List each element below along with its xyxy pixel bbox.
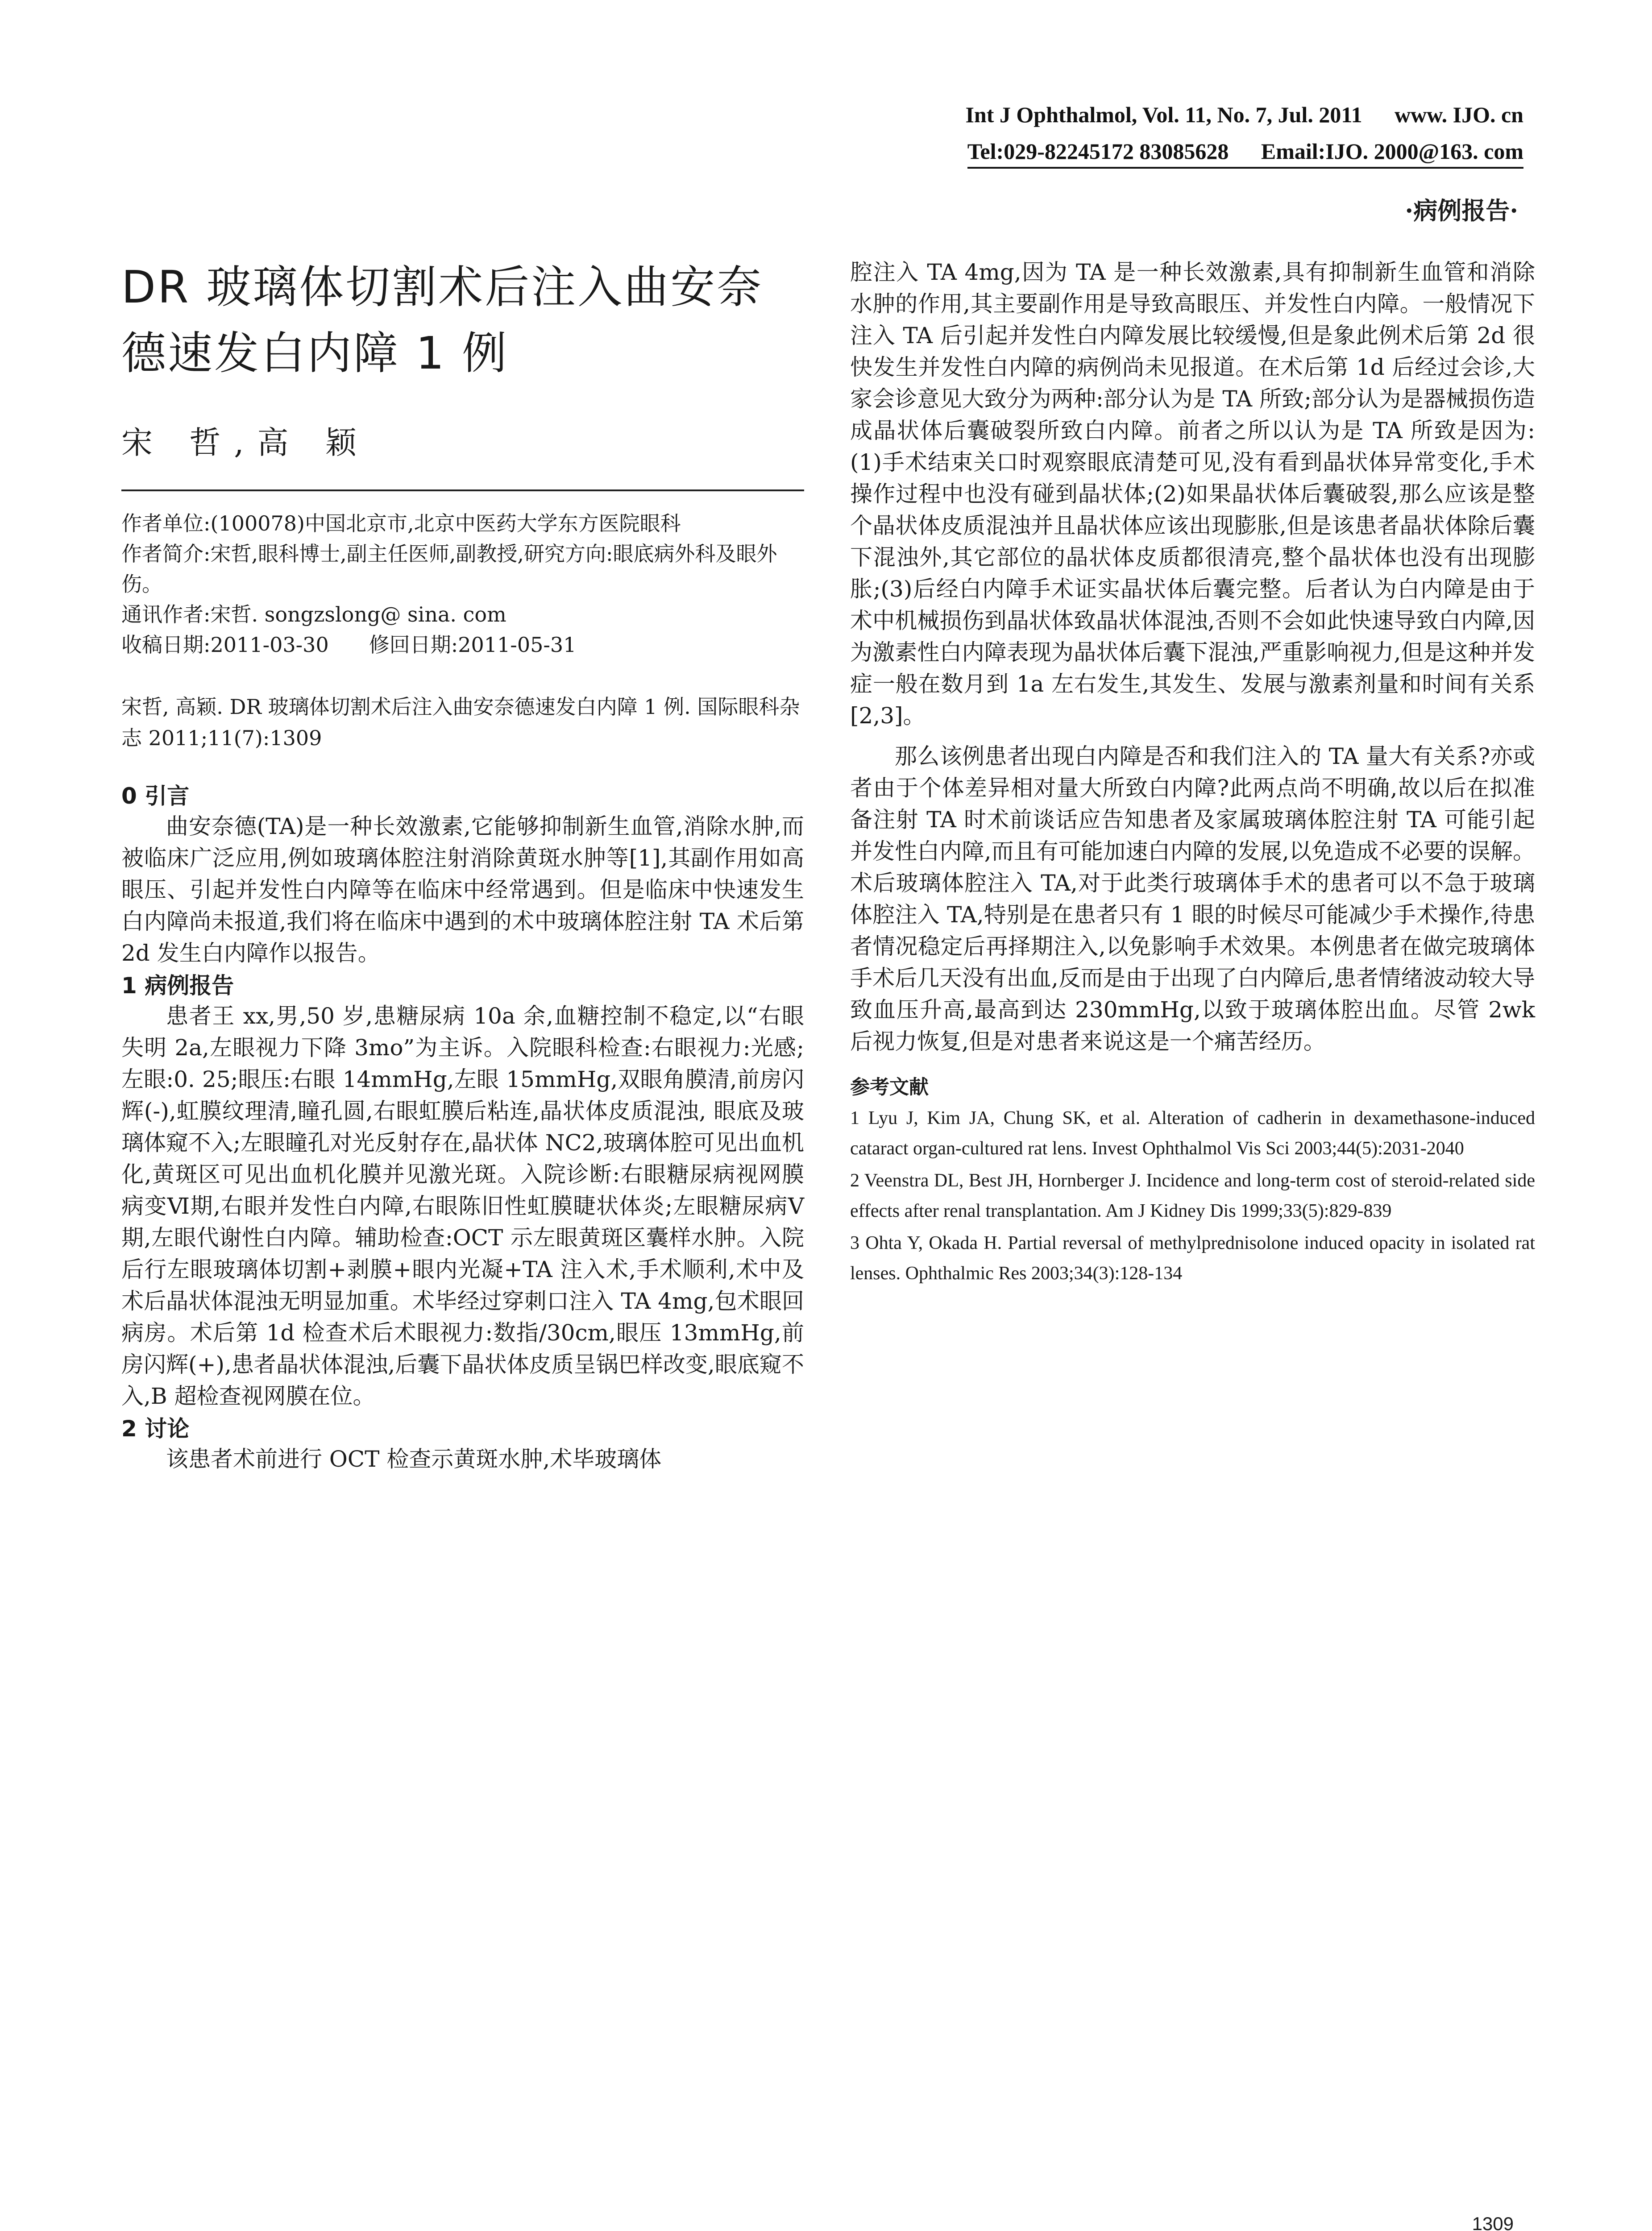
journal-website[interactable]: www. IJO. cn — [1395, 102, 1523, 127]
journal-email[interactable]: Email:IJO. 2000@163. com — [1261, 139, 1523, 164]
discussion-paragraph-2: 那么该例患者出现白内障是否和我们注入的 TA 量大有关系?亦或者由于个体差异相对量大所致白内障?此两点尚不明确,故以后在拟准备注射 TA 时术前谈话应告知患者及家属玻璃体腔注射 TA 可能引起并发性白内障,而且有可能加速白内障的发展,以免造成不必要的误解。术后玻璃体腔注入 TA,对于此类行玻璃体手术的患者可以不急于玻璃体腔注入 TA,特别是在患者只有 1 眼的时候尽可能减少手术操作,待患者情况稳定后再择期注入,以免影响手术效果。本例患者在做完玻璃体手术后几天没有出血,反而是由于出现了白内障后,患者情绪波动较大导致血压升高,最高到达 230mmHg,以致于玻璃体腔出血。尽管 2wk 后视力恢复,但是对患者来说这是一个痛苦经历。 — [850, 743, 1535, 1054]
dates — [121, 630, 804, 660]
affiliation: 作者单位:(100078)中国北京市,北京中医药大学东方医院眼科 — [121, 511, 681, 535]
citation: 宋哲, 高颖. DR 玻璃体切割术后注入曲安奈德速发白内障 1 例. 国际眼科杂志 2011;11(7):1309 — [121, 695, 800, 750]
page-number: 1309 — [1472, 2213, 1514, 2231]
journal-header-line1 — [965, 102, 1523, 128]
correspondence: 通讯作者:宋哲. songzslong@ sina. com — [121, 602, 506, 626]
section-tag: ·病例报告· — [1405, 196, 1518, 225]
journal-header-line2 — [967, 138, 1523, 169]
case-paragraph: 患者王 xx,男,50 岁,患糖尿病 10a 余,血糖控制不稳定,以“右眼失明 2a,左眼视力下降 3mo”为主诉。入院眼科检查:右眼视力:光感;左眼:0. 25;眼压:右眼 14mmHg,左眼 15mmHg,双眼角膜清,前房闪辉(-),虹膜纹理清,瞳孔圆,右眼虹膜后粘连,晶状体皮质混浊, 眼底及玻璃体窥不入;左眼瞳孔对光反射存在,晶状体 NC2,玻璃体腔可见出血机化,黄斑区可见出血机化膜并见激光斑。入院诊断:右眼糖尿病视网膜病变Ⅵ期,右眼并发性白内障,右眼陈旧性虹膜睫状体炎;左眼糖尿病Ⅴ期,左眼代谢性白内障。辅助检查:OCT 示左眼黄斑区囊样水肿。入院后行左眼玻璃体切割+剥膜+眼内光凝+TA 注入术,手术顺利,术中及术后晶状体混浊无明显加重。术毕经过穿刺口注入 TA 4mg,包术眼回病房。术后第 1d 检查术后术眼视力:数指/30cm,眼压 13mmHg,前房闪辉(+),患者晶状体混浊,后囊下晶状体皮质呈锅巴样改变,眼底窥不入,B 超检查视网膜在位。 — [121, 1003, 804, 1409]
journal-tel: Tel:029-82245172 83085628 — [967, 139, 1229, 164]
reference-item: 2 Veenstra DL, Best JH, Hornberger J. Incidence and long-term cost of steroid-related side effects after renal transplantation. Am J Kidney Dis 1999;33(5):829-839 — [850, 1170, 1535, 1221]
article-title: DR 玻璃体切割术后注入曲安奈德速发白内障 1 例 — [121, 261, 764, 379]
journal-info: Int J Ophthalmol, Vol. 11, No. 7, Jul. 2011 — [965, 102, 1362, 127]
author-meta — [121, 508, 804, 660]
discussion-paragraph-continued: 腔注入 TA 4mg,因为 TA 是一种长效激素,具有抑制新生血管和消除水肿的作用,其主要副作用是导致高眼压、并发性白内障。一般情况下注入 TA 后引起并发性白内障发展比较缓慢,但是象此例术后第 2d 很快发生并发性白内障的病例尚未见报道。在术后第 1d 后经过会诊,大家会诊意见大致分为两种:部分认为是 TA 所致;部分认为是器械损伤造成晶状体后囊破裂所致白内障。前者之所以认为是 TA 所致是因为:(1)手术结束关口时观察眼底清楚可见,没有看到晶状体异常变化,手术操作过程中也没有碰到晶状体;(2)如果晶状体后囊破裂,那么应该是整个晶状体皮质混浊并且晶状体应该出现膨胀,但是该患者晶状体除后囊下混浊外,其它部位的晶状体皮质都很清亮,整个晶状体也没有出现膨胀;(3)后经白内障手术证实晶状体后囊完整。后者认为白内障是由于术中机械损伤到晶状体致晶状体混浊,否则不会如此快速导致白内障,因为激素性白内障表现为晶状体后囊下混浊,严重影响视力,但是这种并发症一般在数月到 1a 左右发生,其发生、发展与激素剂量和时间有关系[2,3]。 — [850, 259, 1535, 729]
author-bio: 作者简介:宋哲,眼科博士,副主任医师,副教授,研究方向:眼底病外科及眼外伤。 — [121, 542, 777, 596]
revised-date: 修回日期:2011-05-31 — [369, 633, 577, 657]
article-authors: 宋 哲,高 颖 — [121, 424, 370, 461]
discussion-paragraph-start: 该患者术前进行 OCT 检查示黄斑水肿,术毕玻璃体 — [166, 1446, 662, 1472]
received-date: 收稿日期:2011-03-30 — [121, 633, 329, 657]
author-divider — [121, 489, 804, 491]
references-heading: 参考文献 — [850, 1076, 929, 1099]
right-column — [850, 257, 1535, 1290]
discussion-heading: 2 讨论 — [121, 1416, 190, 1442]
left-column — [121, 254, 804, 1475]
case-heading: 1 病例报告 — [121, 973, 234, 999]
intro-paragraph: 曲安奈德(TA)是一种长效激素,它能够抑制新生血管,消除水肿,而被临床广泛应用,例如玻璃体腔注射消除黄斑水肿等[1],其副作用如高眼压、引起并发性白内障等在临床中经常遇到。但是临床中快速发生白内障尚未报道,我们将在临床中遇到的术中玻璃体腔注射 TA 术后第 2d 发生白内障作以报告。 — [121, 813, 804, 966]
reference-item: 3 Ohta Y, Okada H. Partial reversal of methylprednisolone induced opacity in isolated rat lenses. Ophthalmic Res 2003;34(3):128-134 — [850, 1233, 1535, 1284]
reference-item: 1 Lyu J, Kim JA, Chung SK, et al. Alteration of cadherin in dexamethasone-induced cataract organ-cultured rat lens. Invest Ophthalmol Vis Sci 2003;44(5):2031-2040 — [850, 1108, 1535, 1159]
intro-heading: 0 引言 — [121, 783, 190, 809]
